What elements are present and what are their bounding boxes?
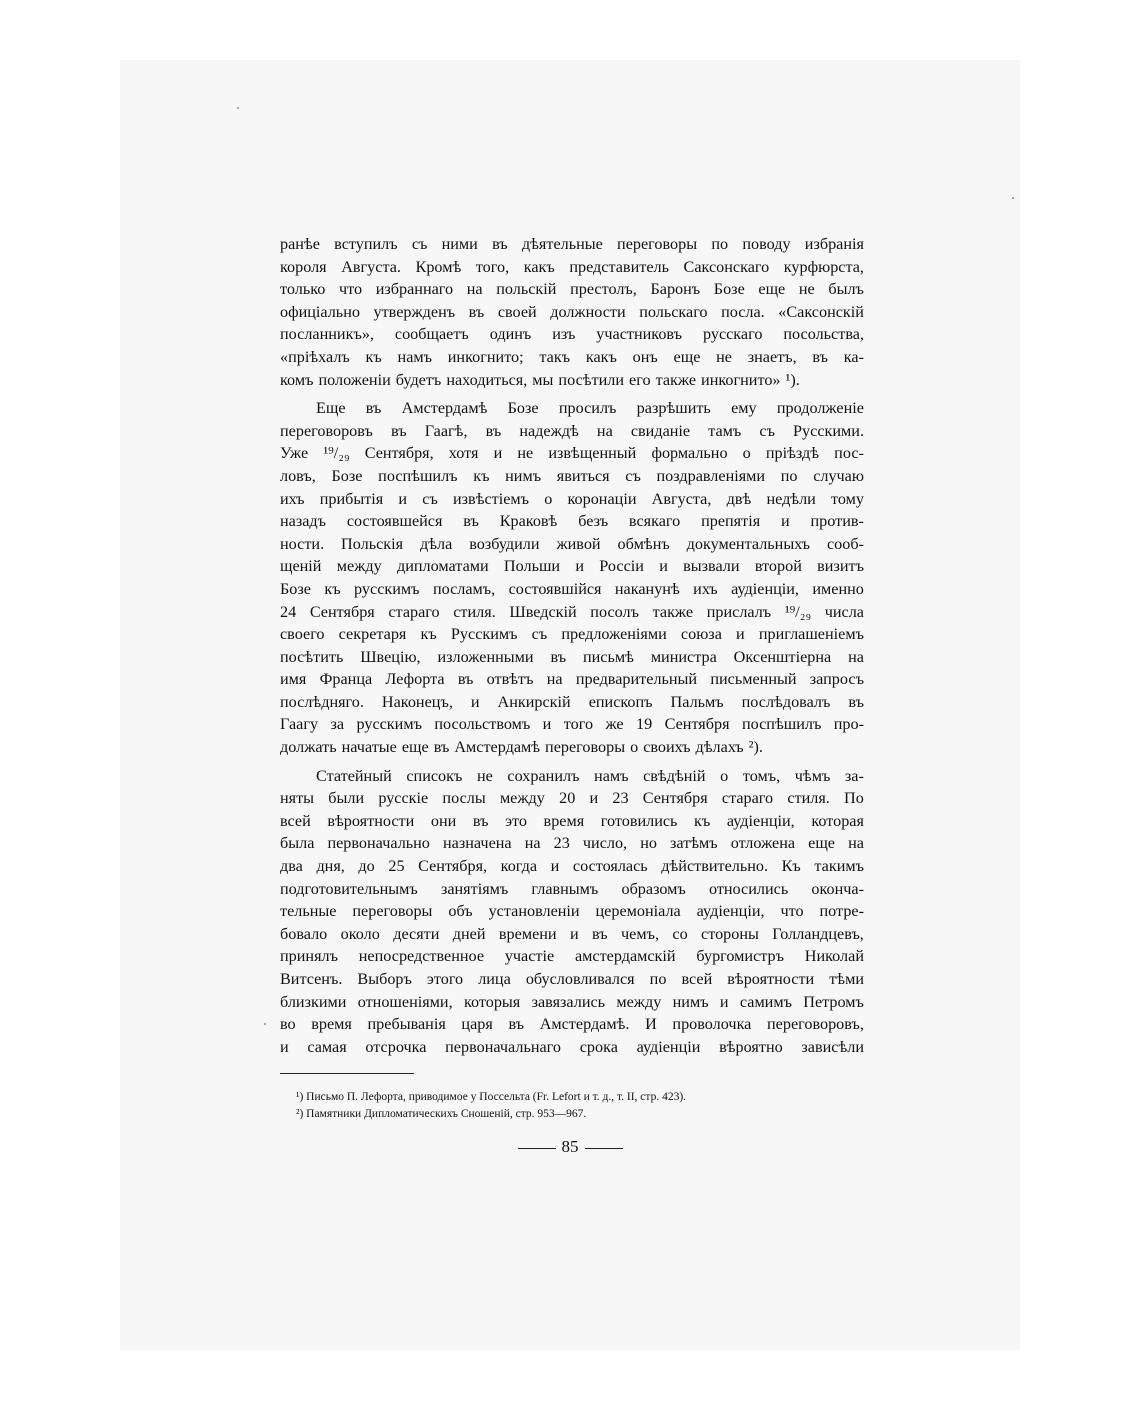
scan-speck [1012,197,1014,199]
text-line: няты были русскіе послы между 20 и 23 Сентября стараго стиля. По [280,789,864,808]
text-line: всей вѣроятности они въ это время готовились къ аудіенціи, которая [280,811,864,830]
body-text [280,233,864,1058]
text-line: ранѣе вступилъ съ ними въ дѣятельные переговоры по поводу избранія [280,235,864,253]
page-number [500,1137,640,1157]
footnote-rule [280,1073,414,1074]
text-line: назадъ состоявшейся въ Краковѣ безъ всякаго препятія и против- [280,512,864,531]
text-line: имя Франца Лефорта въ отвѣтъ на предварительный письменный запросъ [280,670,864,689]
text-line: Гаагу за русскимъ посольствомъ и того же 19 Сентября поспѣшилъ про- [280,715,864,734]
text-line: Уже ¹⁹/₂₉ Сентября, хотя и не извѣщенный формально о пріѣздѣ пос- [280,444,864,463]
footnote-1: ¹) Письмо П. Лефорта, приводимое у Поссельта (Fr. Lefort и т. д., т. II, стр. 423). [296,1091,687,1103]
text-line: послѣдняго. Наконецъ, и Анкирскій епископъ Пальмъ послѣдовалъ въ [280,692,864,711]
text-line: короля Августа. Кромѣ того, какъ представитель Саксонскаго курфюрста, [280,257,864,276]
text-line: только что избраннаго на польскій престолъ, Баронъ Бозе еще не былъ [280,280,864,299]
footnote-2: ²) Памятники Дипломатическихъ Сношеній, стр. 953—967. [296,1108,587,1120]
text-line: посѣтить Швецію, изложенными въ письмѣ министра Оксенштіерна на [280,647,864,666]
text-line: офиціально утвержденъ въ своей должности польскаго посла. «Саксонскій [280,302,864,321]
text-line: во время пребыванія царя въ Амстердамѣ. И проволочка переговоровъ, [280,1015,864,1034]
page-number-value: 85 [561,1137,579,1156]
text-line: переговоровъ въ Гаагѣ, въ надеждѣ на свиданіе тамъ съ Русскими. [280,421,864,440]
dash-right [585,1148,623,1149]
text-line: ности. Польскія дѣла возбудили живой обмѣнъ документальныхъ сооб- [280,534,864,553]
text-line: тельные переговоры объ установленіи церемоніала аудіенціи, что потре- [280,902,864,921]
text-line: Витсенъ. Выборъ этого лица обусловливался по всей вѣроятности тѣми [280,970,864,988]
text-line: щеній между дипломатами Польши и Россіи и вызвали второй визитъ [280,557,864,576]
text-line: подготовительнымъ занятіямъ главнымъ образомъ относились оконча- [280,879,864,898]
text-line: бовало около десяти дней времени и въ чемъ, со стороны Голландцевъ, [280,924,864,943]
text-line: Бозе къ русскимъ посламъ, состоявшійся наканунѣ ихъ аудіенціи, именно [280,579,864,598]
text-line: и самая отсрочка первоначальнаго срока аудіенціи вѣроятно зависѣли [280,1037,864,1056]
text-line: «пріѣхалъ къ намъ инкогнито; такъ какъ онъ еще не знаетъ, въ ка- [280,347,864,366]
scan-speck [264,1023,266,1025]
text-line: ловъ, Бозе поспѣшилъ къ нимъ явиться съ поздравленіями по случаю [280,466,864,485]
text-line: своего секретаря къ Русскимъ съ предложеніями союза и приглашеніемъ [280,625,864,644]
text-line: Еще въ Амстердамѣ Бозе просилъ разрѣшить ему продолженіе [316,399,864,418]
scan-speck [237,107,239,109]
text-line: должать начатые еще въ Амстердамѣ переговоры о своихъ дѣлахъ ²). [280,738,763,757]
text-line: 24 Сентября стараго стиля. Шведскій посолъ также прислалъ ¹⁹/₂₉ числа [280,602,864,621]
text-line: посланникъ», сообщаетъ одинъ изъ участниковъ русскаго посольства, [280,325,864,344]
text-line: близкими отношеніями, которыя завязались между нимъ и самимъ Петромъ [280,992,864,1011]
dash-left [518,1148,556,1149]
text-line: ихъ прибытія и съ извѣстіемъ о коронаціи Августа, двѣ недѣли тому [280,489,864,508]
text-line: комъ положеніи будетъ находиться, мы посѣтили его также инкогнито» ¹). [280,370,800,389]
footnotes [296,1089,856,1123]
text-line: два дня, до 25 Сентября, когда и состоялась дѣйствительно. Къ такимъ [280,857,864,876]
text-line: принялъ непосредственное участіе амстердамскій бургомистръ Николай [280,947,864,966]
text-line: Статейный списокъ не сохранилъ намъ свѣдѣній о томъ, чѣмъ за- [316,766,864,785]
text-line: была первоначально назначена на 23 число, но затѣмъ отложена еще на [280,834,864,853]
